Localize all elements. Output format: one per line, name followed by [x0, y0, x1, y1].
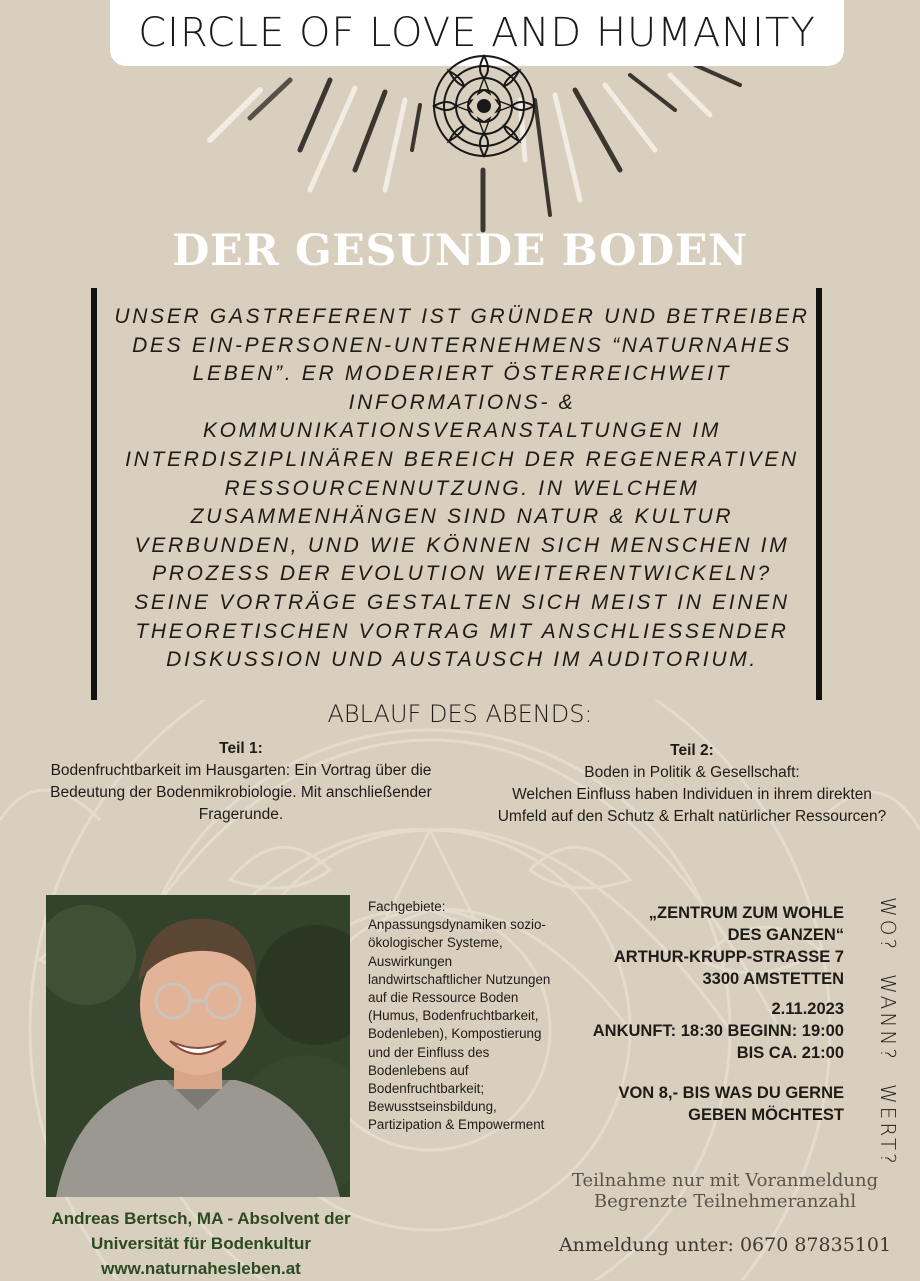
- speaker-photo: [46, 895, 350, 1197]
- speaker-intro-text: UNSER GASTREFERENT IST GRÜNDER UND BETREIBER DES EIN-PERSONEN-UNTERNEHMENS “NATURNAHES LEBEN”. ER MODERIERT ÖSTERREICHWEIT INFORMATIONS- & KOMMUNIKATIONSVERANSTALTUNGEN IM INTERDISZIPLINÄREN BEREICH DER REGENERATIVEN RESSOURCENNUTZUNG. IN WELCHEM ZUSAMMENHÄNGEN SIND NATUR & KULTUR VERBUNDEN, UND WIE KÖNNEN SICH MENSCHEN IM PROZESS DER EVOLUTION WEITERENTWICKELN? SEINE VORTRÄGE GESTALTEN SICH MEIST IN EINEN THEORETISCHEN VORTRAG MIT ANSCHLIESSENDER DISKUSSION UND AUSTAUSCH IM AUDITORIUM.: [114, 305, 810, 672]
- label-when: WANN?: [876, 974, 900, 1063]
- venue-city: 3300 AMSTETTEN: [702, 970, 844, 988]
- quote-bar-left: [91, 288, 97, 700]
- speaker-caption: [18, 1206, 384, 1281]
- event-venue: [560, 902, 844, 990]
- speaker-website-link[interactable]: www.naturnahesleben.at: [101, 1259, 301, 1278]
- side-labels: [868, 897, 900, 1167]
- event-time: [540, 998, 844, 1064]
- mandala-icon: [428, 50, 540, 162]
- speaker-portrait-illustration: [46, 895, 350, 1197]
- event-times: ANKUNFT: 18:30 BEGINN: 19:00: [592, 1022, 844, 1040]
- event-heading: DER GESUNDE BODEN: [172, 226, 748, 276]
- registration-notice: [540, 1170, 910, 1212]
- part-2-text: Welchen Einfluss haben Individuen in ihrem direkten Umfeld auf den Schutz & Erhalt natürlicher Ressourcen?: [497, 786, 887, 825]
- venue-name-line2: DES GANZEN“: [727, 926, 844, 944]
- quote-bar-right: [816, 288, 822, 700]
- speaker-university: Universität für Bodenkultur: [90, 1234, 312, 1253]
- part-2-subtitle: Boden in Politik & Gesellschaft:: [584, 764, 800, 781]
- event-price: [560, 1082, 844, 1126]
- signup-phone[interactable]: Anmeldung unter: 0670 87835101: [558, 1234, 892, 1256]
- part-2-title: Teil 2:: [670, 742, 714, 759]
- event-date: 2.11.2023: [771, 1000, 844, 1018]
- part-1-text: Bodenfruchtbarkeit im Hausgarten: Ein Vortrag über die Bedeutung der Bodenmikrobiologie. Mit anschließender Fragerunde.: [50, 762, 432, 823]
- program-part-2: [488, 740, 896, 828]
- label-price: WERT?: [876, 1084, 900, 1167]
- notice-line1: Teilnahme nur mit Voranmeldung: [571, 1170, 879, 1191]
- notice-line2: Begrenzte Teilnehmeranzahl: [593, 1191, 857, 1212]
- venue-name-line1: „ZENTRUM ZUM WOHLE: [648, 904, 844, 922]
- label-where: WO?: [876, 897, 900, 953]
- program-title: ABLAUF DES ABENDS:: [327, 700, 593, 728]
- event-end: BIS CA. 21:00: [736, 1044, 844, 1062]
- program-part-1: [16, 738, 466, 826]
- speaker-name: Andreas Bertsch, MA - Absolvent der: [51, 1209, 351, 1228]
- speaker-expertise: Fachgebiete: Anpassungsdynamiken sozio-ökologischer Systeme, Auswirkungen landwirtschaftlicher Nutzungen auf die Ressource Boden (Humus, Bodenfruchtbarkeit, Bodenleben), Kompostierung und der Einfluss des Bodenlebens auf Bodenfruchtbarkeit; Bewusstseinsbildung, Partizipation & Empowerment: [368, 899, 551, 1133]
- part-1-title: Teil 1:: [219, 740, 263, 757]
- venue-street: ARTHUR-KRUPP-STRASSE 7: [613, 948, 844, 966]
- price-line1: VON 8,- BIS WAS DU GERNE: [618, 1084, 844, 1102]
- page-title: CIRCLE OF LOVE AND HUMANITY: [138, 10, 816, 56]
- price-line2: GEBEN MÖCHTEST: [688, 1106, 844, 1124]
